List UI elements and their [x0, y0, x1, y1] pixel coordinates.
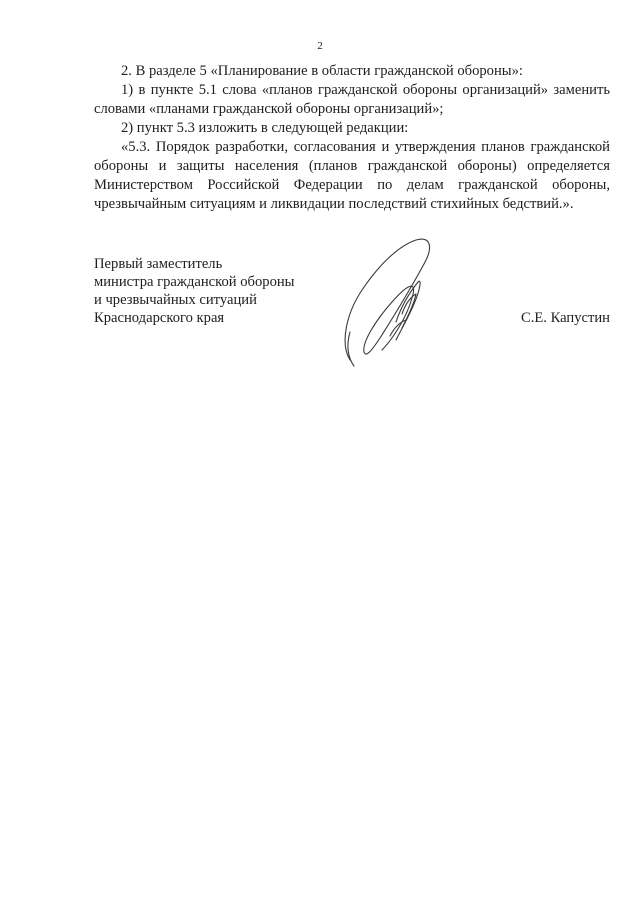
signer-title-line: министра гражданской обороны	[94, 274, 295, 290]
paragraph-item-1: 1) в пункте 5.1 слова «планов гражданской обороны организаций» заменить словами «планами гражданской обороны организаций»;	[94, 82, 610, 117]
signer-title-line: Первый заместитель	[94, 256, 223, 272]
paragraph-section-5: 2. В разделе 5 «Планирование в области гражданской обороны»:	[121, 63, 523, 79]
document-body	[94, 62, 610, 214]
paragraph-clause-5-3: «5.3. Порядок разработки, согласования и утверждения планов гражданской обороны и защиты населения (планов гражданской обороны) определяется Министерством Российской Федерации по делам гражданской обороны, чрезвычайным ситуациям и ликвидации последствий стихийных бедствий.».	[94, 139, 610, 212]
paragraph-item-2: 2) пункт 5.3 изложить в следующей редакции:	[121, 120, 409, 136]
signer-title-line: Краснодарского края	[94, 310, 225, 326]
signer-title-line: и чрезвычайных ситуаций	[94, 292, 257, 308]
signer-name: С.Е. Капустин	[520, 310, 610, 326]
handwritten-signature	[336, 232, 446, 372]
signer-title	[94, 255, 295, 327]
page-number: 2	[317, 40, 323, 52]
